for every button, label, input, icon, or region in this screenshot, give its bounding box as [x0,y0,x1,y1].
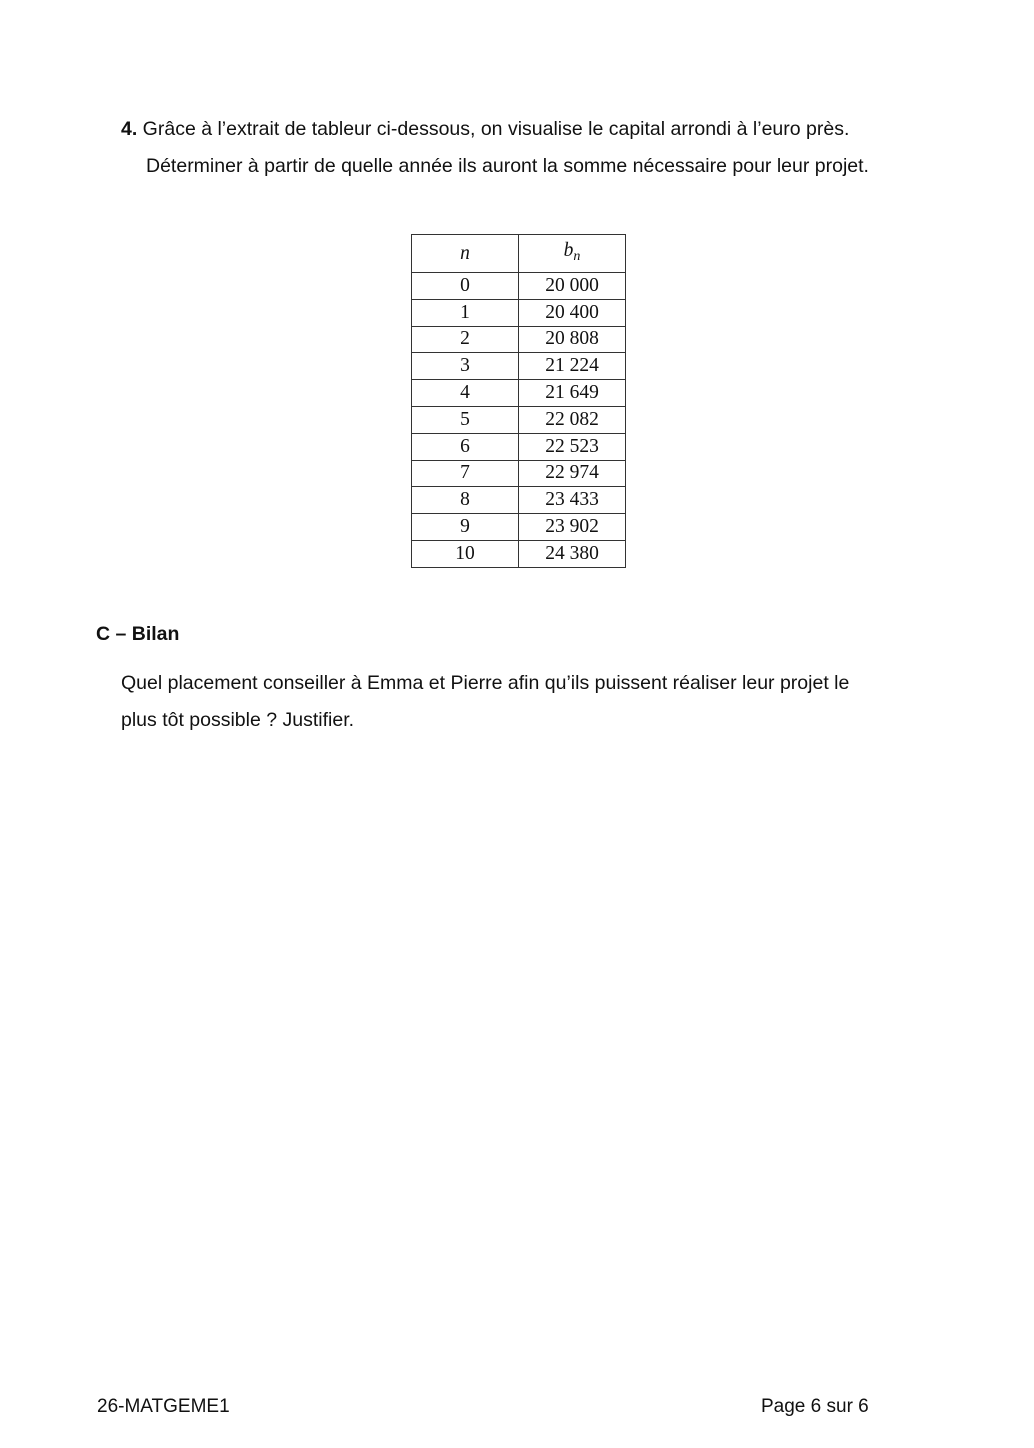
question-number: 4. [121,118,138,140]
cell-bn: 21 649 [519,380,626,407]
spreadsheet-table [411,234,626,568]
table-row [412,406,626,433]
cell-bn: 24 380 [519,540,626,567]
cell-n: 2 [412,326,519,353]
cell-bn: 23 902 [519,514,626,541]
table-row [412,299,626,326]
table-row [412,380,626,407]
table-row [412,514,626,541]
table-row [412,433,626,460]
cell-n: 10 [412,540,519,567]
cell-bn: 21 224 [519,353,626,380]
cell-n: 8 [412,487,519,514]
cell-bn: 22 974 [519,460,626,487]
question-4-text-1: Grâce à l’extrait de tableur ci-dessous, on visualise le capital arrondi à l’euro près. [137,118,850,140]
cell-n: 6 [412,433,519,460]
header-b-letter: b [563,239,574,261]
cell-n: 5 [412,406,519,433]
footer-page-number: Page 6 sur 6 [761,1396,869,1417]
table-row [412,353,626,380]
cell-n: 0 [412,273,519,300]
cell-bn: 22 523 [519,433,626,460]
table-row [412,540,626,567]
cell-n: 9 [412,514,519,541]
header-bn [519,235,626,273]
table-header-row [412,235,626,273]
question-4-line-2: Déterminer à partir de quelle année ils auront la somme nécessaire pour leur projet. [146,155,869,177]
cell-n: 1 [412,299,519,326]
cell-bn: 20 000 [519,273,626,300]
cell-n: 4 [412,380,519,407]
table-row [412,326,626,353]
cell-bn: 20 808 [519,326,626,353]
bilan-question-line-1: Quel placement conseiller à Emma et Pierre afin qu’ils puissent réaliser leur projet le [121,672,850,694]
cell-bn: 20 400 [519,299,626,326]
section-c-title: C – Bilan [96,623,180,645]
table-row [412,273,626,300]
question-4-line-1 [121,117,849,141]
cell-bn: 23 433 [519,487,626,514]
header-b-subscript: n [573,248,581,264]
table-row [412,460,626,487]
bilan-question-line-2: plus tôt possible ? Justifier. [121,709,355,731]
cell-n: 7 [412,460,519,487]
header-n: n [412,235,519,273]
footer-document-code: 26-MATGEME1 [97,1396,230,1417]
table-row [412,487,626,514]
cell-n: 3 [412,353,519,380]
cell-bn: 22 082 [519,406,626,433]
